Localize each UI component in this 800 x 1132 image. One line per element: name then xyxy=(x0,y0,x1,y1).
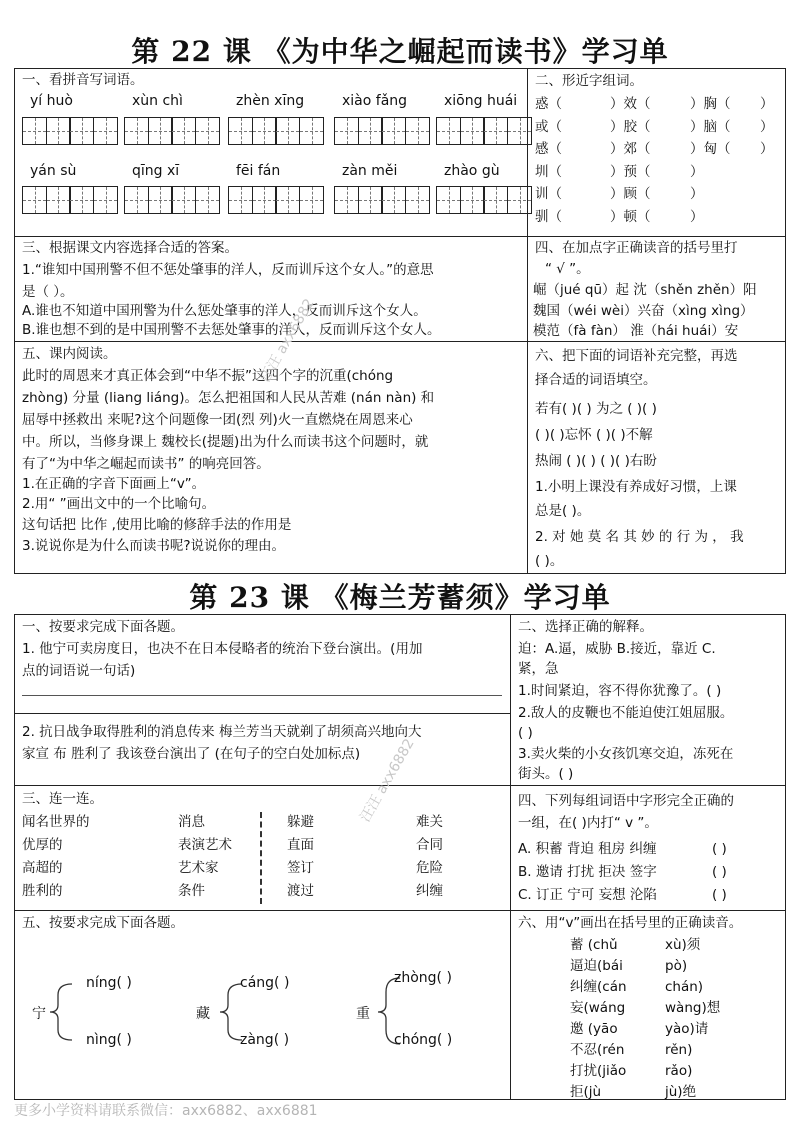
match-item[interactable]: 合同 xyxy=(416,837,443,853)
reading-choice[interactable]: pò) xyxy=(665,958,688,974)
brace-cang xyxy=(220,984,242,1040)
question-text: ( )。 xyxy=(535,553,564,569)
pinyin-label: zhèn xīng xyxy=(236,93,305,109)
section-heading: 二、选择正确的解释。 xyxy=(518,619,653,635)
polyphone-char: 重 xyxy=(356,1006,370,1022)
match-item[interactable]: 条件 xyxy=(178,883,205,899)
question-text: 3.说说你是为什么而读书呢?说说你的理由。 xyxy=(22,538,286,554)
match-item[interactable]: 直面 xyxy=(287,837,314,853)
polyphone-char: 藏 xyxy=(196,1006,210,1022)
pinyin-blank[interactable]: zhòng( ) xyxy=(394,970,452,986)
reading-choice[interactable]: yào)请 xyxy=(665,1021,709,1037)
pinyin-label: qīng xī xyxy=(132,163,180,179)
question-text: 3.卖火柴的小女孩饥寒交迫，冻死在 xyxy=(518,746,734,762)
match-item[interactable]: 高超的 xyxy=(22,860,63,876)
section-heading: 五、按要求完成下面各题。 xyxy=(22,915,184,931)
match-item[interactable]: 危险 xyxy=(416,860,443,876)
question-text: 点的词语说一句话) xyxy=(22,663,136,679)
match-item[interactable]: 闻名世界的 xyxy=(22,814,90,830)
match-item[interactable]: 难关 xyxy=(416,814,443,830)
polyphone-char: 宁 xyxy=(32,1006,46,1022)
answer-blank[interactable]: ( ) xyxy=(712,864,727,880)
section-heading: 四、下列每组词语中字形完全正确的 xyxy=(518,793,734,809)
pinyin-label: xùn chì xyxy=(132,93,183,109)
section-heading: 六、用“v”画出在括号里的正确读音。 xyxy=(518,915,743,931)
watermark: 汪汪 axx6882 xyxy=(357,736,418,825)
section-heading: 一组，在( )内打“ v ”。 xyxy=(518,815,658,831)
pinyin-label: fēi fán xyxy=(236,163,281,179)
word-blank[interactable]: ）郊（ xyxy=(610,141,651,157)
match-item[interactable]: 渡过 xyxy=(287,883,314,899)
section-heading: “ √ ”。 xyxy=(545,261,590,277)
reading-choice[interactable]: jù)绝 xyxy=(665,1084,697,1100)
section-heading: 一、按要求完成下面各题。 xyxy=(22,619,184,635)
question-text: 1.时间紧迫，容不得你犹豫了。( ) xyxy=(518,683,722,699)
word-blank[interactable]: ）预（ xyxy=(610,163,651,180)
pinyin-label: yán sù xyxy=(30,163,77,179)
fill-row: 若有( )( ) 为之 ( )( ) xyxy=(535,401,657,417)
watermark: 汪汪 axx6882 xyxy=(257,296,318,385)
question-text: 是（ ）。 xyxy=(22,284,74,300)
match-item[interactable]: 表演艺术 xyxy=(178,837,232,853)
passage-line: 此时的周恩来才真正体会到“中华不振”这四个字的沉重(chóng xyxy=(22,368,394,384)
match-item[interactable]: 纠缠 xyxy=(416,883,443,899)
question-text: 1. 他宁可卖房度日，也决不在日本侵略者的统治下登台演出。(用加 xyxy=(22,641,423,657)
pinyin-blank[interactable]: zàng( ) xyxy=(240,1032,290,1048)
reading-choice[interactable]: 邀 (yāo xyxy=(570,1021,618,1037)
option-a: A.谁也不知道中国刑警为什么惩处肇事的洋人，反而训斥这个女人。 xyxy=(22,303,427,319)
reading-choice[interactable]: chán) xyxy=(665,979,704,995)
word-blank[interactable]: 圳（ xyxy=(535,163,562,180)
word-blank[interactable]: ） xyxy=(690,208,704,225)
lesson23-title: 第 23 课 《梅兰芳蓄须》学习单 xyxy=(189,581,611,614)
question-text: 1.小明上课没有养成好习惯，上课 xyxy=(535,479,737,495)
option-text: C. 订正 宁可 妄想 沦陷 xyxy=(518,887,657,903)
section-heading: 五、课内阅读。 xyxy=(22,346,117,362)
reading-choice[interactable]: 逼迫(bái xyxy=(570,958,623,974)
reading-choice[interactable]: 纠缠(cán xyxy=(570,979,627,995)
reading-choice[interactable]: 蓄 (chǔ xyxy=(570,937,618,953)
passage-line: 中。所以，当修身课上 魏校长(提题)出为什么而读书这个问题时，就 xyxy=(22,434,429,450)
word-blank[interactable]: 训（ xyxy=(535,186,562,202)
reading-choice[interactable]: wàng)想 xyxy=(665,1000,721,1016)
reading-choice[interactable]: 不忍(rén xyxy=(570,1042,625,1058)
reading-choice[interactable]: rěn) xyxy=(665,1042,693,1058)
pinyin-label: zhào gù xyxy=(444,163,500,179)
reading-line: 模范（fà fàn） 淮（hái huái）安 xyxy=(533,323,739,339)
question-text: 1.“谁知中国刑警不但不惩处肇事的洋人，反而训斥这个女人。”的意思 xyxy=(22,262,434,278)
reading-choice[interactable]: 妄(wáng xyxy=(570,1000,626,1016)
word-blank[interactable]: ） xyxy=(760,141,774,157)
lesson22-title: 第 22 课 《为中华之崛起而读书》学习单 xyxy=(131,35,669,68)
question-text: 1.在正确的字音下面画上“v”。 xyxy=(22,476,206,492)
word-blank[interactable]: ） xyxy=(760,118,774,135)
reading-line: 崛（jué qū）起 沈（shěn zhěn）阳 xyxy=(533,282,757,298)
option-b: B.谁也想不到的是中国刑警不去惩处肇事的洋人，反而训斥这个女人。 xyxy=(22,322,441,338)
match-item[interactable]: 优厚的 xyxy=(22,837,63,853)
passage-line: 屈辱中拯救出 来呢?这个问题像一团(烈 列)火一直燃烧在周恩来心 xyxy=(22,412,413,428)
question-text: 2.用“ ”画出文中的一个比喻句。 xyxy=(22,496,216,512)
match-item[interactable]: 消息 xyxy=(178,814,205,830)
definition-line: 紧，急 xyxy=(518,661,559,677)
match-item[interactable]: 艺术家 xyxy=(178,860,219,876)
match-item[interactable]: 躲避 xyxy=(287,814,314,830)
section-heading: 二、形近字组词。 xyxy=(535,73,643,89)
reading-choice[interactable]: 打扰(jiǎo xyxy=(570,1063,627,1079)
fill-row: ( )( )忘怀 ( )( )不解 xyxy=(535,427,653,443)
word-blank[interactable]: ）胶（ xyxy=(610,118,651,135)
reading-choice[interactable]: 拒(jù xyxy=(570,1084,602,1100)
word-blank[interactable]: 惑（ xyxy=(535,96,562,112)
reading-choice[interactable]: xù)须 xyxy=(665,937,701,953)
footer-contact: 更多小学资料请联系微信：axx6882、axx6881 xyxy=(14,1103,318,1119)
passage-line: 有了“为中华之崛起而读书” 的响亮回答。 xyxy=(22,456,270,472)
reading-choice[interactable]: rǎo) xyxy=(665,1063,693,1079)
brace-ning xyxy=(50,984,72,1040)
section-heading: 一、看拼音写词语。 xyxy=(22,72,144,88)
word-blank[interactable]: ）脑（ xyxy=(690,118,731,135)
word-blank[interactable]: ）匈（ xyxy=(690,141,731,157)
section-heading: 三、连一连。 xyxy=(22,791,103,807)
pinyin-blank[interactable]: cáng( ) xyxy=(240,975,290,991)
pinyin-label: yí huò xyxy=(30,93,73,109)
pinyin-blank[interactable]: níng( ) xyxy=(86,975,132,991)
question-text: 这句话把 比作 ,使用比喻的修辞手法的作用是 xyxy=(22,517,292,533)
option-text: A. 积蓄 背迫 租房 纠缠 xyxy=(518,841,657,857)
passage-line: zhòng) 分量 (liang liáng)。怎么把祖国和人民从苦难 (nán nàn) 和 xyxy=(22,390,435,406)
question-text: 街头。( ) xyxy=(518,766,574,782)
word-blank[interactable]: 感（ xyxy=(535,141,562,157)
question-text: 2. 对 她 莫 名 其 妙 的 行 为 ， 我 xyxy=(535,529,744,545)
option-text: B. 邀请 打扰 拒决 签字 xyxy=(518,864,657,880)
fill-row: 热闹 ( )( ) ( )( )右盼 xyxy=(535,453,657,469)
pinyin-blank[interactable]: chóng( ) xyxy=(394,1032,453,1048)
match-item[interactable]: 胜利的 xyxy=(22,883,63,899)
section-heading: 三、根据课文内容选择合适的答案。 xyxy=(22,240,238,256)
section-heading: 六、把下面的词语补充完整，再选 xyxy=(535,348,738,364)
word-blank[interactable]: ） xyxy=(690,186,704,202)
reading-line: 魏国（wéi wèi）兴奋（xìng xìng） xyxy=(533,303,754,319)
word-blank[interactable]: ）顾（ xyxy=(610,186,651,202)
pinyin-blank[interactable]: nìng( ) xyxy=(86,1032,132,1048)
word-blank[interactable]: ）效（ xyxy=(610,96,651,112)
question-text: 总是( )。 xyxy=(535,503,591,519)
match-item[interactable]: 签订 xyxy=(287,860,314,876)
section-heading: 四、在加点字正确读音的括号里打 xyxy=(535,240,738,256)
section-heading: 择合适的词语填空。 xyxy=(535,372,657,388)
question-text: 2. 抗日战争取得胜利的消息传来 梅兰芳当天就剃了胡须高兴地向大 xyxy=(22,724,422,740)
word-blank[interactable]: ） xyxy=(690,163,704,180)
pinyin-label: xiào fǎng xyxy=(342,93,408,109)
answer-blank[interactable]: ( ) xyxy=(712,887,727,903)
question-text: 家宣 布 胜利了 我该登台演出了 (在句子的空白处加标点) xyxy=(22,746,361,762)
question-text: ( ) xyxy=(518,725,533,741)
word-blank[interactable]: 驯（ xyxy=(535,208,562,225)
word-blank[interactable]: 或（ xyxy=(535,118,562,135)
word-blank[interactable]: ） xyxy=(760,96,774,112)
pinyin-label: zàn měi xyxy=(342,163,398,179)
word-blank[interactable]: ）胸（ xyxy=(690,96,731,112)
question-text: 2.敌人的皮鞭也不能迫使江姐屈服。 xyxy=(518,705,734,721)
pinyin-label: xiōng huái xyxy=(444,93,518,109)
definition-line: 迫：A.逼，威胁 B.接近，靠近 C. xyxy=(518,641,716,657)
answer-blank[interactable]: ( ) xyxy=(712,841,727,857)
word-blank[interactable]: ）顿（ xyxy=(610,208,651,225)
